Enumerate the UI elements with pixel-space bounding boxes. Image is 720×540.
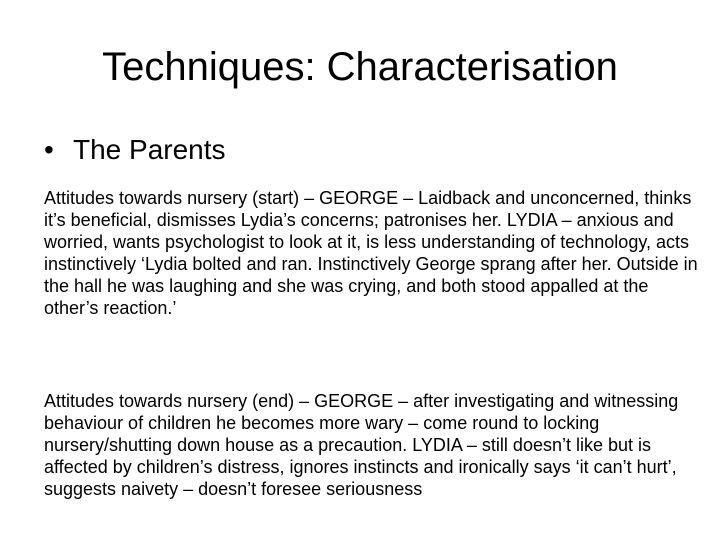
- bullet-text: The Parents: [73, 134, 226, 165]
- paragraph-start: Attitudes towards nursery (start) – GEORGE – Laidback and unconcerned, thinks it’s beneficial, dismisses Lydia’s concerns; patronises her. LYDIA – anxious and worried, wants psychologist to look at it, is less understanding of technology, acts instinctively ‘Lydia bolted and ran. Instinctively George sprang after her. Outside in the hall he was laughing and she was crying, and both stood appalled at the other’s reaction.’: [44, 188, 698, 318]
- paragraph-end: Attitudes towards nursery (end) – GEORGE – after investigating and witnessing behaviour of children he becomes more wary – come round to locking nursery/shutting down house as a precaution. LYDIA – still doesn’t like but is affected by children’s distress, ignores instincts and ironically says ‘it can’t hurt’, suggests naivety – doesn’t foresee seriousness: [44, 391, 679, 499]
- slide-title: Techniques: Characterisation: [102, 45, 618, 89]
- bullet-icon: •: [44, 134, 54, 165]
- bullet-item: [44, 133, 226, 167]
